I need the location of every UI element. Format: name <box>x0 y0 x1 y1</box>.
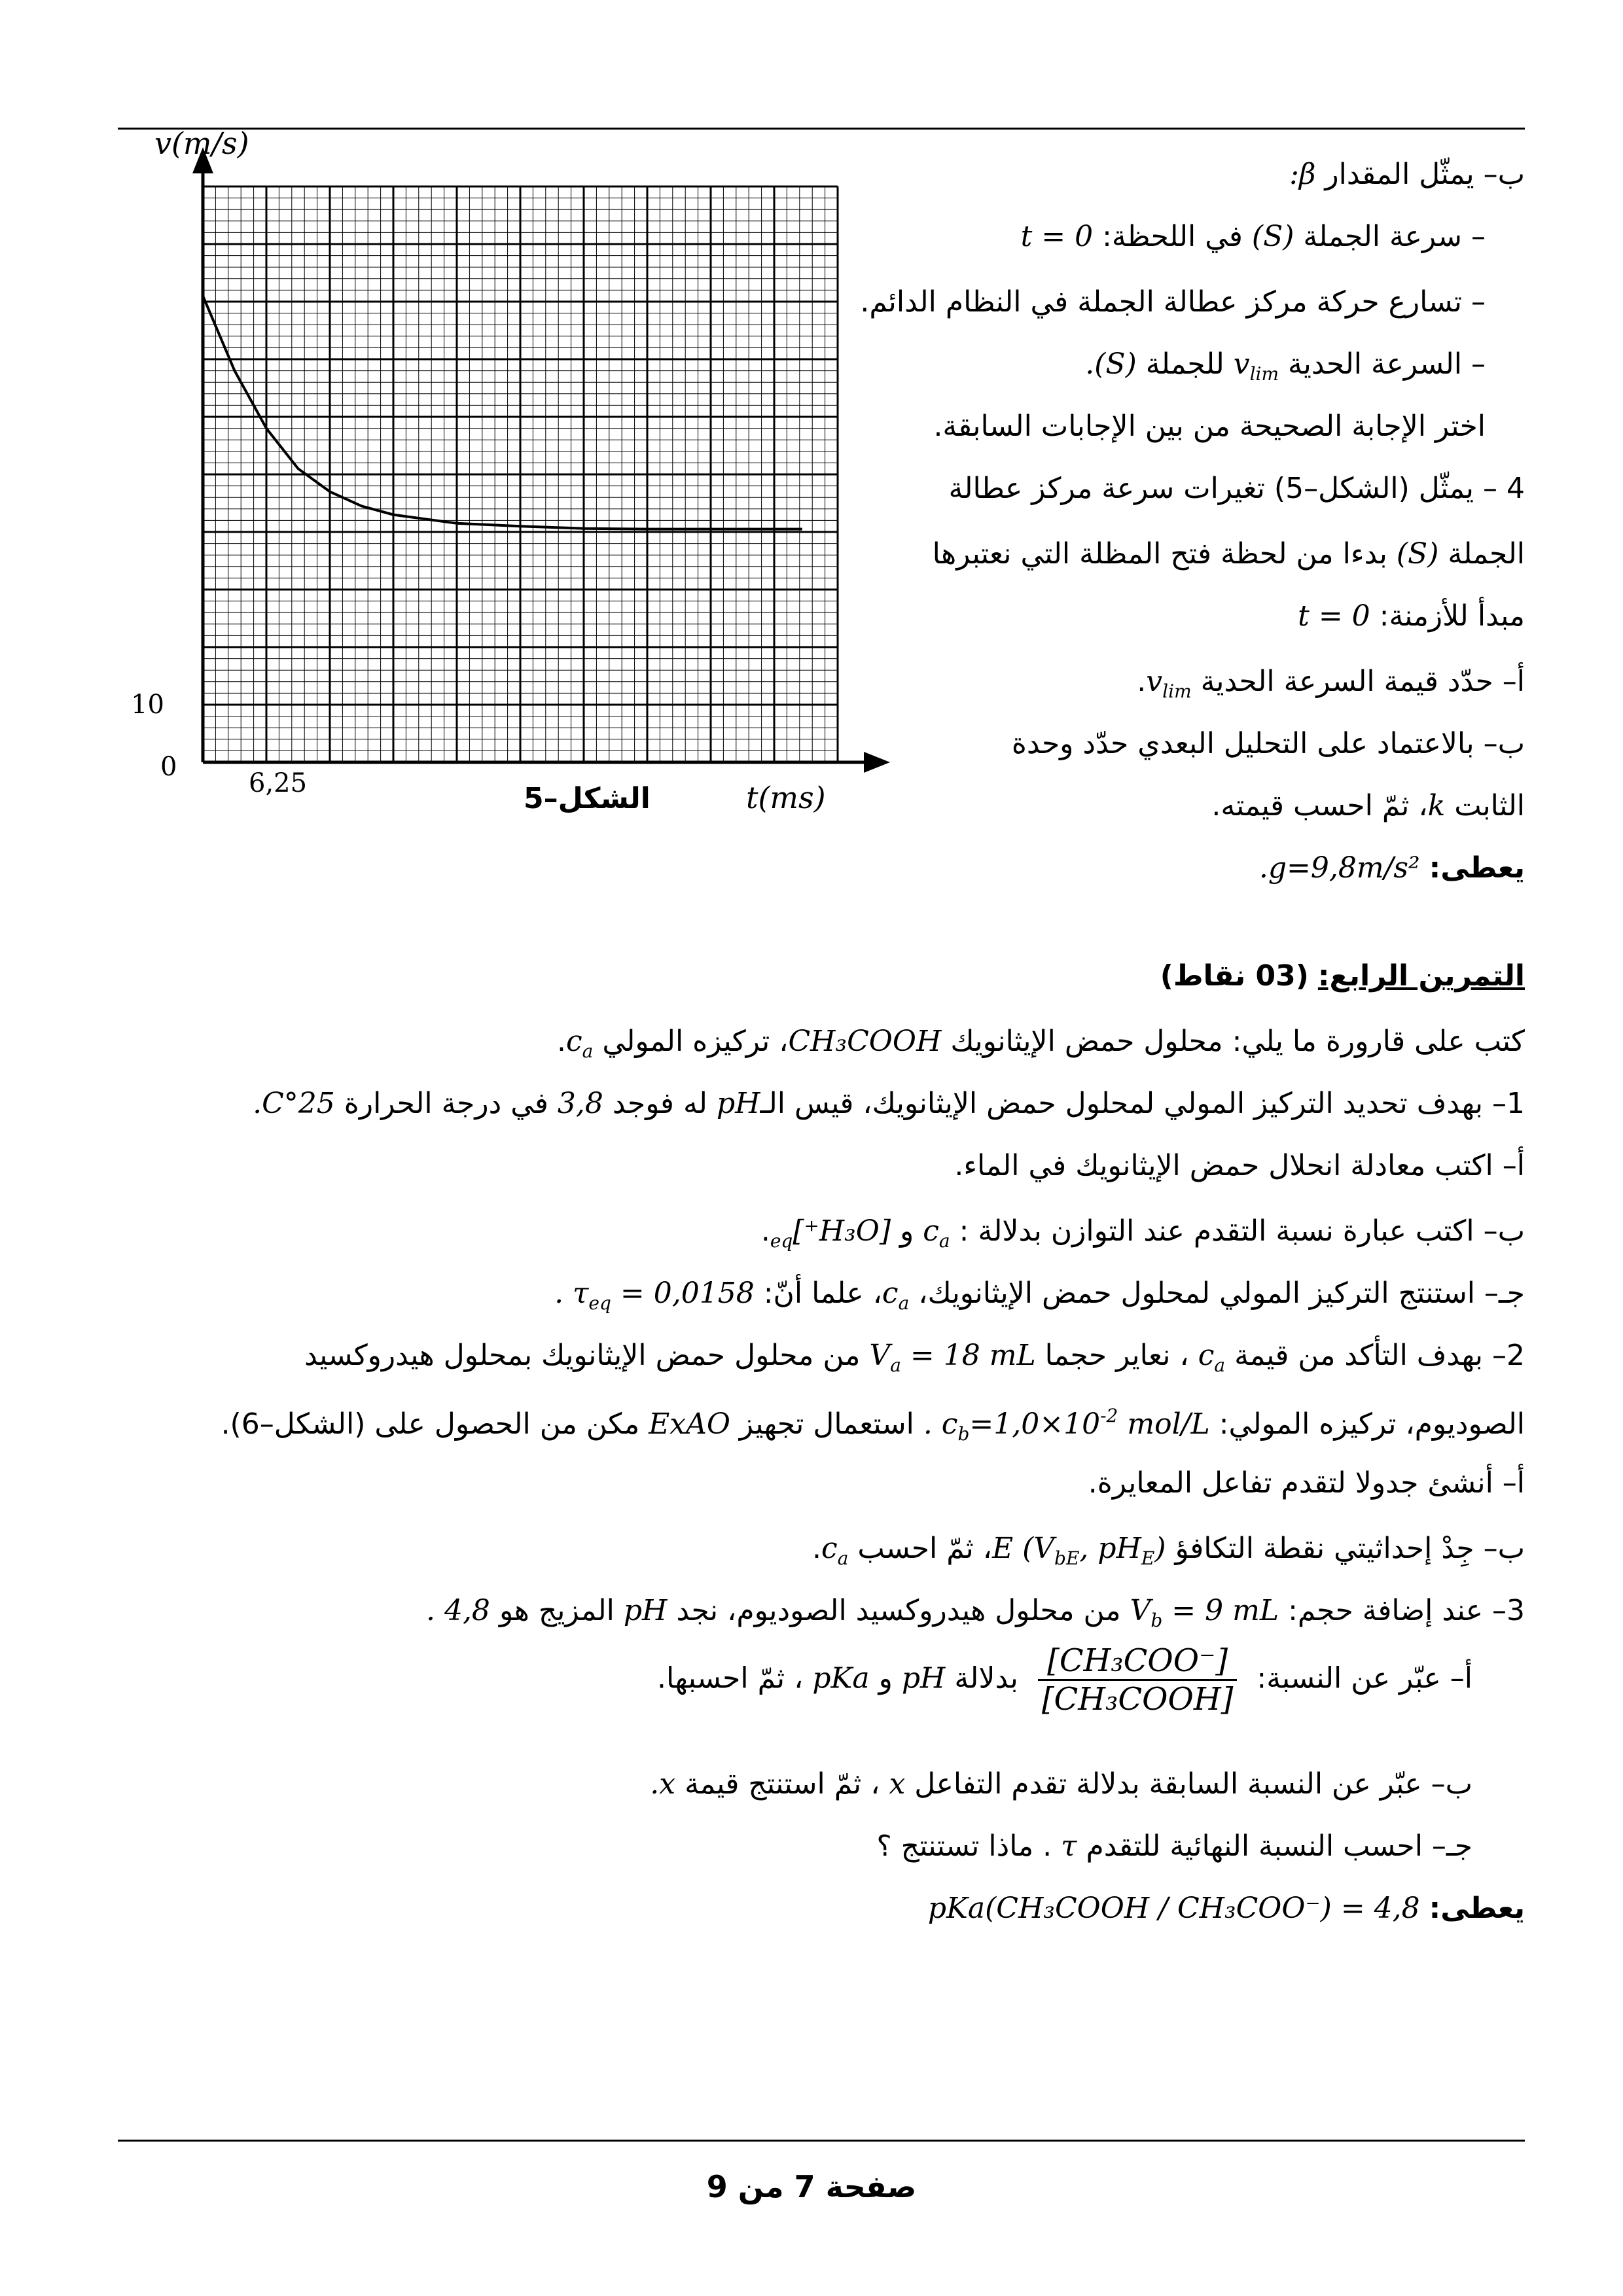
major-grid <box>203 186 838 762</box>
ex4-q2-a: أ– أنشئ جدولا لتقدم تفاعل المعايرة. <box>1088 1466 1525 1500</box>
q4-line-3: مبدأ للأزمنة: t = 0 <box>1298 599 1525 633</box>
bottom-rule <box>118 2140 1525 2142</box>
ex4-q1: 1– بهدف تحديد التركيز المولي لمحلول حمض الإيثانويك، قيس الـpH له فوجد 3,8 في درجة الحرارة 25°C. <box>253 1087 1525 1120</box>
q4-b-line-1: ب– بالاعتماد على التحليل البعدي حدّد وحدة <box>1011 727 1525 760</box>
exercise-4-title: التمرين الرابع: (03 نقاط) <box>1160 959 1525 993</box>
q4-given: يعطى: g=9,8m/s². <box>1258 851 1525 885</box>
ex4-q3-a: أ– عبّر عن النسبة: $\frac{\text{[CH₃COO⁻]}}{\text{[CH₃COOH]}}$ بدلالة pH و pKa ، ثمّ احسبها. <box>656 1642 1472 1718</box>
x-axis-label: t(ms) <box>746 780 826 815</box>
axes <box>192 147 890 773</box>
ex4-q3-b: ب– عبّر عن النسبة السابقة بدلالة تقدم التفاعل x ، ثمّ استنتج قيمة x. <box>650 1767 1472 1801</box>
velocity-time-chart <box>118 128 903 821</box>
option-2: – تسارع حركة مركز عطالة الجملة في النظام الدائم. <box>860 285 1486 319</box>
figure-caption: الشكل–5 <box>524 782 651 815</box>
y-tick-label: 10 <box>131 690 164 720</box>
ex4-q1-b: ب– اكتب عبارة نسبة التقدم عند التوازن بدلالة : $c_a$ و $[H_3O^+]_{eq}$. <box>760 1214 1525 1252</box>
option-1: – سرعة الجملة (S) في اللحظة: t = 0 <box>1020 220 1486 253</box>
part-b-intro: ب– يمثّل المقدار β: <box>1289 158 1525 191</box>
ex4-intro: كتب على قارورة ما يلي: محلول حمض الإيثانويك CH₃COOH، تركيزه المولي $c_a$. <box>556 1025 1525 1062</box>
ex4-q1-c: جـ– استنتج التركيز المولي لمحلول حمض الإيثانويك، $c_a،$ علما أنّ: $\tau_{eq} = 0,0158$ . <box>554 1277 1525 1314</box>
x-tick-label: 6,25 <box>249 768 308 798</box>
ex4-q3-c: جـ– احسب النسبة النهائية للتقدم τ . ماذا تستنتج ؟ <box>876 1829 1472 1863</box>
option-3: – السرعة الحدية $v_{lim}$ للجملة (S). <box>1085 347 1486 385</box>
y-axis-label: v(m/s) <box>154 128 249 161</box>
ex4-q3: 3– عند إضافة حجم: $V_b = 9$ mL من محلول هيدروكسيد الصوديوم، نجد pH المزيج هو 4,8 . <box>425 1594 1525 1631</box>
q4-a: أ– حدّد قيمة السرعة الحدية $v_{lim}$. <box>1137 665 1525 702</box>
q4-line-1: 4 – يمثّل (الشكل–5) تغيرات سرعة مركز عطالة <box>948 472 1525 505</box>
x-axis-arrow <box>864 752 890 773</box>
ex4-q1-a: أ– اكتب معادلة انحلال حمض الإيثانويك في الماء. <box>954 1149 1525 1182</box>
q4-line-2: الجملة (S) بدءا من لحظة فتح المظلة التي نعتبرها <box>932 537 1525 571</box>
ex4-given: يعطى: pKa(CH₃COOH / CH₃COO⁻) = 4,8 <box>927 1892 1525 1925</box>
q4-b-line-2: الثابت k، ثمّ احسب قيمته. <box>1211 789 1525 822</box>
velocity-curve <box>203 296 802 529</box>
concentration-ratio: $\frac{\text{[CH₃COO⁻]}}{\text{[CH₃COOH]}}$ <box>1038 1642 1238 1718</box>
ex4-q2-b: ب– جِدْ إحداثيتي نقطة التكافؤ E ($V_{bE}$, $pH_E)،$ ثمّ احسب $c_a$. <box>812 1532 1525 1569</box>
origin-label: 0 <box>160 752 177 782</box>
ex4-q2-line-2: الصوديوم، تركيزه المولي: $c_b=1,0\times 10^{-2}$ mol/L . استعمال تجهيز ExAO مكن من الحصول على (الشكل–6). <box>221 1405 1525 1445</box>
page-number: صفحة 7 من 9 <box>706 2169 917 2204</box>
choose-answer: اختر الإجابة الصحيحة من بين الإجابات السابقة. <box>933 410 1486 443</box>
ex4-q2: 2– بهدف التأكد من قيمة $c_a$ ، نعاير حجما $V_a = 18$ mL من محلول حمض الإيثانويك بمحلول هيدروكسيد <box>304 1339 1525 1376</box>
